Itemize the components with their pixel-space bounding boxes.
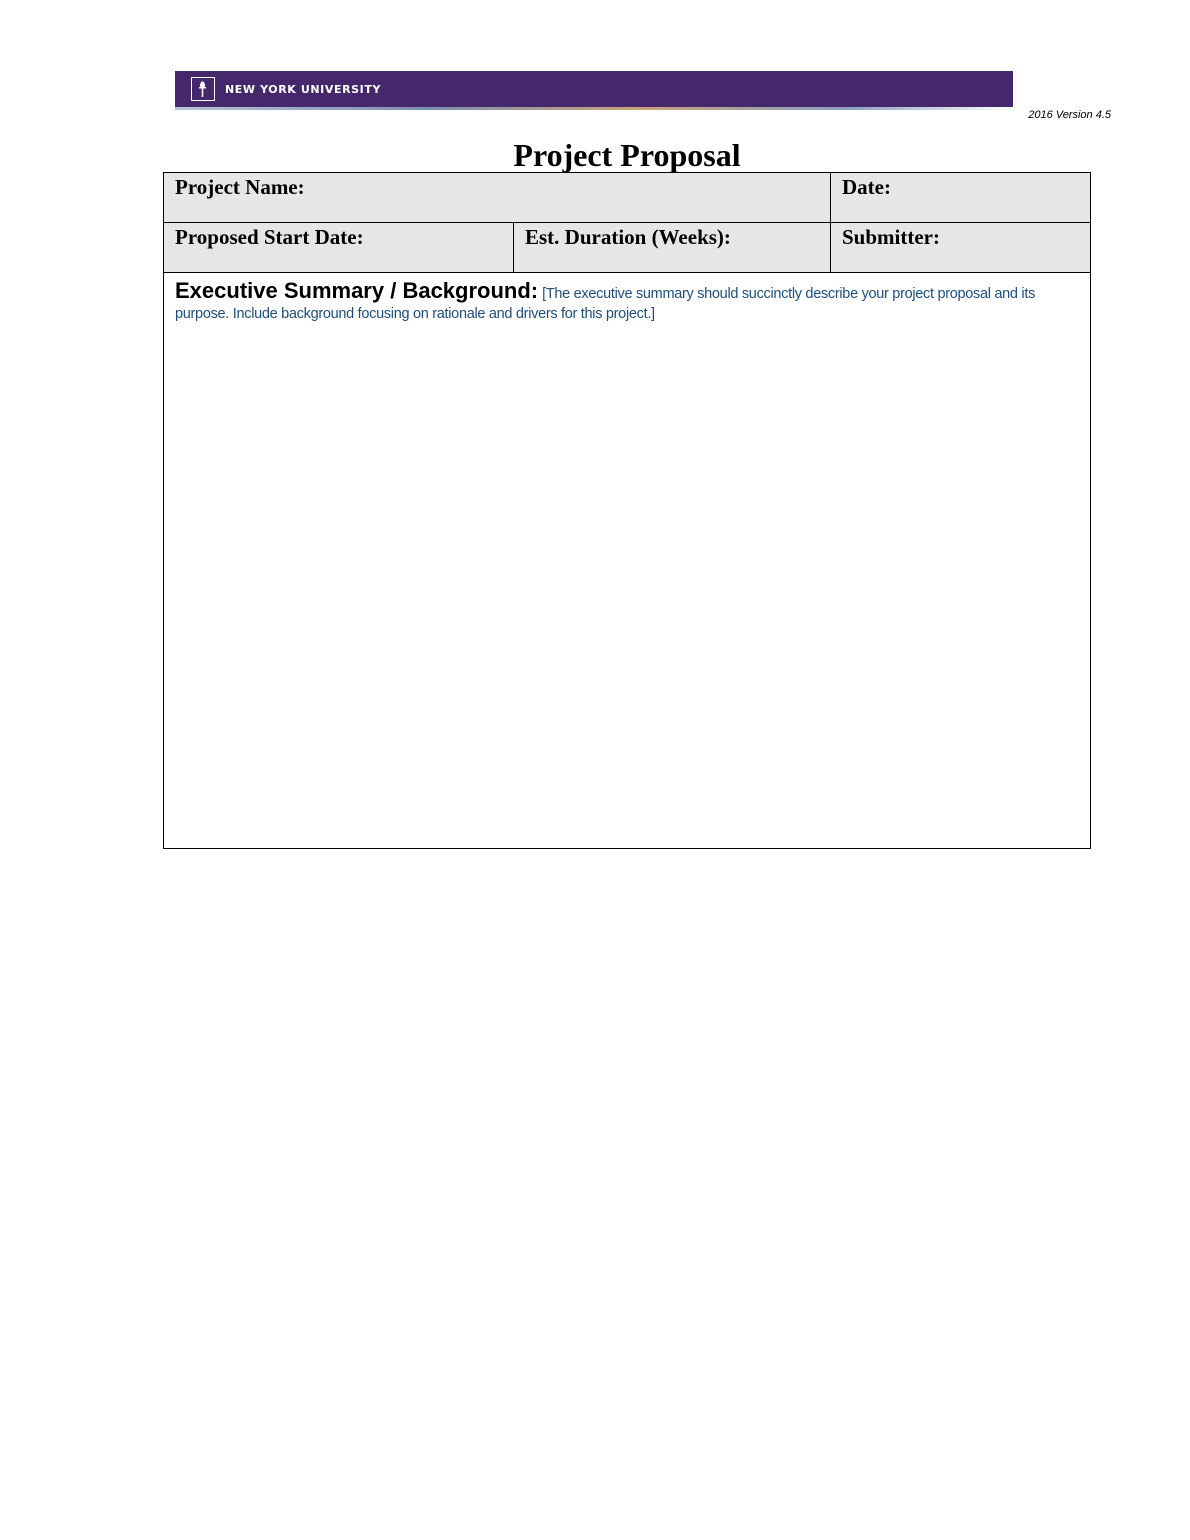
executive-summary-colon: : (530, 278, 539, 303)
torch-icon (191, 77, 215, 101)
date-field[interactable] (831, 173, 1090, 223)
project-name-field[interactable] (164, 173, 831, 223)
executive-summary-field[interactable] (164, 273, 1090, 848)
executive-summary-hint: [The executive summary should succinctly describe your project proposal and its purpose. Include background focusing on rationale and drivers for this project.] (175, 286, 1036, 322)
nyu-header-banner (175, 71, 1013, 107)
date-label: Date: (842, 175, 891, 199)
proposed-start-date-label: Proposed Start Date: (175, 225, 364, 249)
university-name: NEW YORK UNIVERSITY (225, 83, 382, 96)
est-duration-field[interactable] (514, 223, 831, 273)
proposal-form (163, 172, 1091, 849)
executive-summary-heading: Executive Summary / Background (175, 278, 531, 303)
submitter-label: Submitter: (842, 225, 940, 249)
project-name-label: Project Name: (175, 175, 305, 199)
proposed-start-date-field[interactable] (164, 223, 514, 273)
banner-color-strip (175, 107, 1013, 110)
submitter-field[interactable] (831, 223, 1090, 273)
version-label: 2016 Version 4.5 (1028, 109, 1111, 121)
page-title: Project Proposal (513, 137, 741, 173)
est-duration-label: Est. Duration (Weeks): (525, 225, 731, 249)
